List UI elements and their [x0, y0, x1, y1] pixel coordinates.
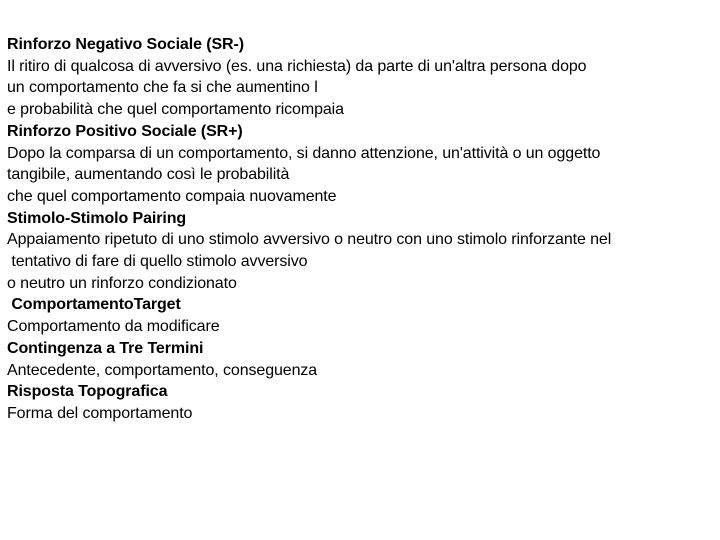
definition-line: e probabilità che quel comportamento ricompaia	[7, 101, 344, 119]
definition-line: Il ritiro di qualcosa di avversivo (es. una richiesta) da parte di un'altra persona dopo	[7, 57, 587, 75]
term-comportamento-target: ComportamentoTarget	[7, 296, 181, 314]
definition-line: Dopo la comparsa di un comportamento, si danno attenzione, un'attività o un oggetto	[7, 144, 601, 162]
definition-line: Forma del comportamento	[7, 404, 193, 422]
definition-line: o neutro un rinforzo condizionato	[7, 274, 237, 292]
definition-line: Antecedente, comportamento, conseguenza	[7, 361, 318, 379]
definition-line: tangibile, aumentando così le probabilità	[7, 166, 290, 184]
definition-line: che quel comportamento compaia nuovamente	[7, 187, 337, 205]
term-rinforzo-positivo-sociale: Rinforzo Positivo Sociale (SR+)	[7, 122, 243, 140]
definition-line: un comportamento che fa si che aumentino l	[7, 79, 318, 97]
term-stimolo-stimolo-pairing: Stimolo-Stimolo Pairing	[7, 209, 187, 227]
definition-line: Appaiamento ripetuto di uno stimolo avversivo o neutro con uno stimolo rinforzante nel	[7, 231, 612, 249]
definition-line: Comportamento da modificare	[7, 318, 220, 336]
glossary-slide	[7, 34, 713, 425]
definition-line: tentativo di fare di quello stimolo avversivo	[7, 253, 308, 271]
term-contingenza-tre-termini: Contingenza a Tre Termini	[7, 339, 204, 357]
term-risposta-topografica: Risposta Topografica	[7, 383, 168, 401]
term-rinforzo-negativo-sociale: Rinforzo Negativo Sociale (SR-)	[7, 36, 244, 53]
